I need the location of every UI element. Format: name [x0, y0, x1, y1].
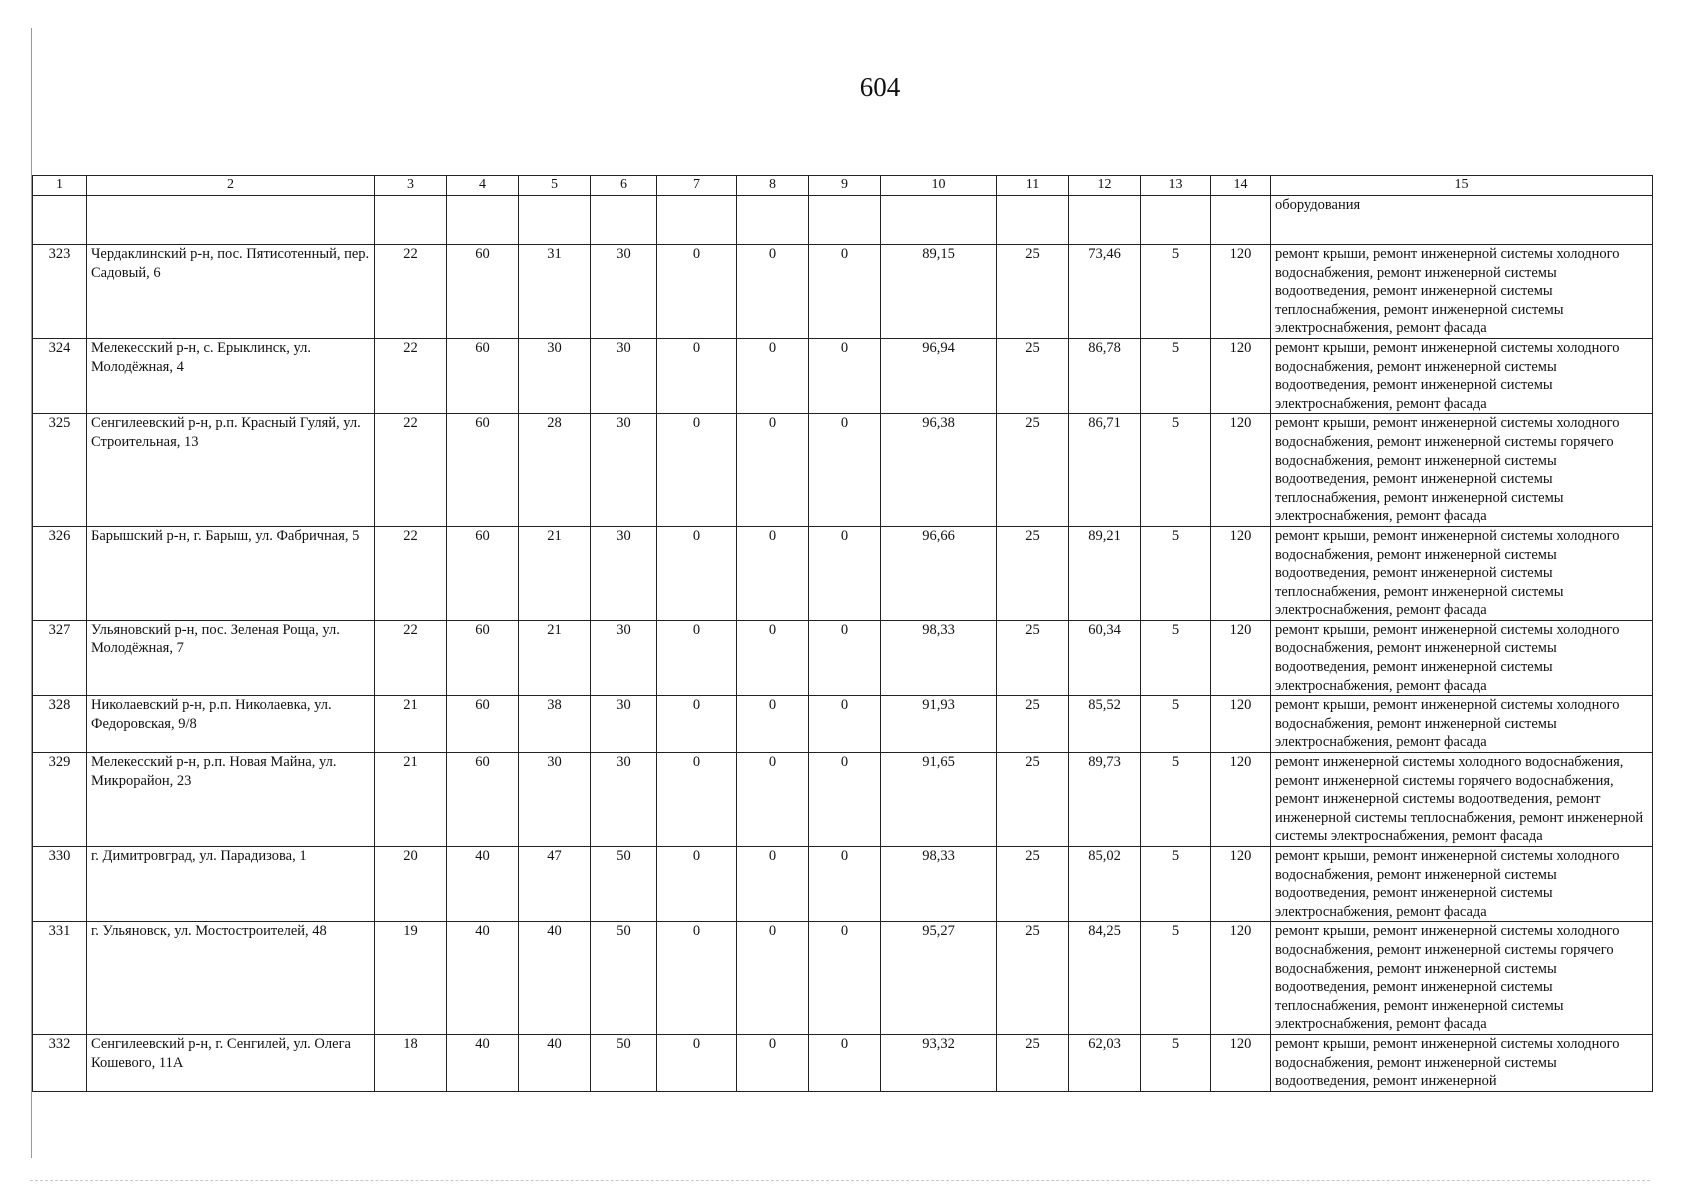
- address-cell: Сенгилеевский р-н, р.п. Красный Гуляй, ул. Строительная, 13: [87, 414, 375, 527]
- address-cell: г. Димитровград, ул. Парадизова, 1: [87, 847, 375, 922]
- row-number-cell: 326: [33, 526, 87, 620]
- col-7-cell: 0: [657, 526, 737, 620]
- col-3-cell: 19: [375, 922, 447, 1035]
- col-3-cell: 18: [375, 1034, 447, 1091]
- col-9-cell: 0: [809, 922, 881, 1035]
- row-number-cell: 331: [33, 922, 87, 1035]
- column-number: 4: [447, 176, 519, 196]
- col-14-cell: 120: [1211, 620, 1271, 695]
- col-9-cell: 0: [809, 620, 881, 695]
- col-8-cell: 0: [737, 620, 809, 695]
- col-6-cell: 30: [591, 620, 657, 695]
- col-11-cell: 25: [997, 620, 1069, 695]
- col-12-cell: 73,46: [1069, 245, 1141, 339]
- column-number: 2: [87, 176, 375, 196]
- col-4-cell: 60: [447, 753, 519, 847]
- col-3-cell: 22: [375, 338, 447, 413]
- col-4-cell: 60: [447, 414, 519, 527]
- row-number-cell: 324: [33, 338, 87, 413]
- col-7-cell: 0: [657, 620, 737, 695]
- works-list-cell: ремонт инженерной системы холодного водоснабжения, ремонт инженерной системы горячего водоснабжения, ремонт инженерной системы водоотведения, ремонт инженерной системы теплоснабжения, ремонт инженерной системы электроснабжения, ремонт фасада: [1271, 753, 1653, 847]
- col-6-cell: 30: [591, 753, 657, 847]
- col-6-cell: 50: [591, 1034, 657, 1091]
- registry-table: [32, 175, 1653, 1092]
- table-cell: [1069, 196, 1141, 245]
- col-6-cell: 30: [591, 526, 657, 620]
- col-10-cell: 91,65: [881, 753, 997, 847]
- col-4-cell: 60: [447, 696, 519, 753]
- table-cell: [447, 196, 519, 245]
- col-14-cell: 120: [1211, 753, 1271, 847]
- col-7-cell: 0: [657, 696, 737, 753]
- works-list-cell: ремонт крыши, ремонт инженерной системы холодного водоснабжения, ремонт инженерной системы водоотведения, ремонт инженерной системы электроснабжения, ремонт фасада: [1271, 847, 1653, 922]
- col-12-cell: 84,25: [1069, 922, 1141, 1035]
- row-number-cell: 323: [33, 245, 87, 339]
- table-row: [33, 338, 1653, 413]
- col-14-cell: 120: [1211, 696, 1271, 753]
- col-9-cell: 0: [809, 414, 881, 527]
- row-number-cell: 328: [33, 696, 87, 753]
- col-14-cell: 120: [1211, 245, 1271, 339]
- table-row: [33, 245, 1653, 339]
- col-8-cell: 0: [737, 847, 809, 922]
- table-cell: [33, 196, 87, 245]
- col-14-cell: 120: [1211, 526, 1271, 620]
- table-cell: [657, 196, 737, 245]
- col-5-cell: 21: [519, 526, 591, 620]
- col-3-cell: 22: [375, 245, 447, 339]
- col-10-cell: 96,94: [881, 338, 997, 413]
- col-5-cell: 28: [519, 414, 591, 527]
- continued-row: [33, 196, 1653, 245]
- col-11-cell: 25: [997, 847, 1069, 922]
- col-12-cell: 86,71: [1069, 414, 1141, 527]
- row-number-cell: 329: [33, 753, 87, 847]
- col-13-cell: 5: [1141, 620, 1211, 695]
- col-13-cell: 5: [1141, 753, 1211, 847]
- col-5-cell: 30: [519, 753, 591, 847]
- table-cell: [881, 196, 997, 245]
- col-14-cell: 120: [1211, 1034, 1271, 1091]
- col-12-cell: 85,52: [1069, 696, 1141, 753]
- col-4-cell: 40: [447, 922, 519, 1035]
- address-cell: Николаевский р-н, р.п. Николаевка, ул. Федоровская, 9/8: [87, 696, 375, 753]
- scan-edge-line: [30, 1180, 1650, 1182]
- table-row: [33, 922, 1653, 1035]
- col-10-cell: 96,66: [881, 526, 997, 620]
- col-12-cell: 86,78: [1069, 338, 1141, 413]
- col-13-cell: 5: [1141, 414, 1211, 527]
- col-5-cell: 40: [519, 1034, 591, 1091]
- col-13-cell: 5: [1141, 847, 1211, 922]
- column-number: 12: [1069, 176, 1141, 196]
- col-4-cell: 40: [447, 1034, 519, 1091]
- col-11-cell: 25: [997, 526, 1069, 620]
- address-cell: Мелекесский р-н, с. Ерыклинск, ул. Молодёжная, 4: [87, 338, 375, 413]
- col-5-cell: 21: [519, 620, 591, 695]
- col-6-cell: 50: [591, 922, 657, 1035]
- col-9-cell: 0: [809, 526, 881, 620]
- col-13-cell: 5: [1141, 245, 1211, 339]
- col-11-cell: 25: [997, 696, 1069, 753]
- col-8-cell: 0: [737, 1034, 809, 1091]
- col-7-cell: 0: [657, 847, 737, 922]
- table-row: [33, 620, 1653, 695]
- col-5-cell: 38: [519, 696, 591, 753]
- col-11-cell: 25: [997, 1034, 1069, 1091]
- col-6-cell: 30: [591, 414, 657, 527]
- table-cell: [1141, 196, 1211, 245]
- col-7-cell: 0: [657, 753, 737, 847]
- col-13-cell: 5: [1141, 1034, 1211, 1091]
- col-8-cell: 0: [737, 526, 809, 620]
- col-5-cell: 30: [519, 338, 591, 413]
- table-row: [33, 414, 1653, 527]
- column-number: 8: [737, 176, 809, 196]
- col-7-cell: 0: [657, 922, 737, 1035]
- works-cell: оборудования: [1271, 196, 1653, 245]
- col-11-cell: 25: [997, 245, 1069, 339]
- col-9-cell: 0: [809, 338, 881, 413]
- col-4-cell: 60: [447, 526, 519, 620]
- works-list-cell: ремонт крыши, ремонт инженерной системы холодного водоснабжения, ремонт инженерной системы водоотведения, ремонт инженерной: [1271, 1034, 1653, 1091]
- col-8-cell: 0: [737, 245, 809, 339]
- col-4-cell: 40: [447, 847, 519, 922]
- address-cell: Барышский р-н, г. Барыш, ул. Фабричная, 5: [87, 526, 375, 620]
- col-8-cell: 0: [737, 338, 809, 413]
- col-4-cell: 60: [447, 245, 519, 339]
- works-list-cell: ремонт крыши, ремонт инженерной системы холодного водоснабжения, ремонт инженерной системы водоотведения, ремонт инженерной системы электроснабжения, ремонт фасада: [1271, 620, 1653, 695]
- col-13-cell: 5: [1141, 526, 1211, 620]
- column-number: 15: [1271, 176, 1653, 196]
- col-3-cell: 22: [375, 620, 447, 695]
- column-number: 7: [657, 176, 737, 196]
- col-6-cell: 50: [591, 847, 657, 922]
- col-7-cell: 0: [657, 245, 737, 339]
- col-8-cell: 0: [737, 922, 809, 1035]
- col-3-cell: 22: [375, 414, 447, 527]
- table-row: [33, 847, 1653, 922]
- column-number: 14: [1211, 176, 1271, 196]
- col-13-cell: 5: [1141, 696, 1211, 753]
- works-list-cell: ремонт крыши, ремонт инженерной системы холодного водоснабжения, ремонт инженерной системы водоотведения, ремонт инженерной системы электроснабжения, ремонт фасада: [1271, 338, 1653, 413]
- table-cell: [737, 196, 809, 245]
- col-9-cell: 0: [809, 1034, 881, 1091]
- col-3-cell: 22: [375, 526, 447, 620]
- col-5-cell: 31: [519, 245, 591, 339]
- col-13-cell: 5: [1141, 338, 1211, 413]
- col-6-cell: 30: [591, 245, 657, 339]
- table-cell: [1211, 196, 1271, 245]
- col-3-cell: 21: [375, 753, 447, 847]
- works-list-cell: ремонт крыши, ремонт инженерной системы холодного водоснабжения, ремонт инженерной системы горячего водоснабжения, ремонт инженерной системы водоотведения, ремонт инженерной системы теплоснабжения, ремонт инженерной системы электроснабжения, ремонт фасада: [1271, 922, 1653, 1035]
- column-number: 1: [33, 176, 87, 196]
- col-14-cell: 120: [1211, 414, 1271, 527]
- col-9-cell: 0: [809, 753, 881, 847]
- col-8-cell: 0: [737, 414, 809, 527]
- col-12-cell: 60,34: [1069, 620, 1141, 695]
- col-6-cell: 30: [591, 696, 657, 753]
- table-cell: [87, 196, 375, 245]
- address-cell: г. Ульяновск, ул. Мостостроителей, 48: [87, 922, 375, 1035]
- col-3-cell: 20: [375, 847, 447, 922]
- col-11-cell: 25: [997, 414, 1069, 527]
- column-number: 9: [809, 176, 881, 196]
- col-10-cell: 96,38: [881, 414, 997, 527]
- col-9-cell: 0: [809, 847, 881, 922]
- column-number: 5: [519, 176, 591, 196]
- address-cell: Чердаклинский р-н, пос. Пятисотенный, пер. Садовый, 6: [87, 245, 375, 339]
- row-number-cell: 327: [33, 620, 87, 695]
- address-cell: Сенгилеевский р-н, г. Сенгилей, ул. Олега Кошевого, 11А: [87, 1034, 375, 1091]
- address-cell: Мелекесский р-н, р.п. Новая Майна, ул. Микрорайон, 23: [87, 753, 375, 847]
- column-number: 13: [1141, 176, 1211, 196]
- col-7-cell: 0: [657, 1034, 737, 1091]
- table-cell: [519, 196, 591, 245]
- works-list-cell: ремонт крыши, ремонт инженерной системы холодного водоснабжения, ремонт инженерной системы водоотведения, ремонт инженерной системы теплоснабжения, ремонт инженерной системы электроснабжения, ремонт фасада: [1271, 526, 1653, 620]
- col-7-cell: 0: [657, 338, 737, 413]
- works-list-cell: ремонт крыши, ремонт инженерной системы холодного водоснабжения, ремонт инженерной системы электроснабжения, ремонт фасада: [1271, 696, 1653, 753]
- col-14-cell: 120: [1211, 847, 1271, 922]
- col-13-cell: 5: [1141, 922, 1211, 1035]
- col-11-cell: 25: [997, 922, 1069, 1035]
- col-3-cell: 21: [375, 696, 447, 753]
- col-9-cell: 0: [809, 696, 881, 753]
- row-number-cell: 332: [33, 1034, 87, 1091]
- col-11-cell: 25: [997, 753, 1069, 847]
- col-6-cell: 30: [591, 338, 657, 413]
- col-7-cell: 0: [657, 414, 737, 527]
- table-row: [33, 696, 1653, 753]
- page-number: 604: [859, 72, 901, 102]
- col-11-cell: 25: [997, 338, 1069, 413]
- registry-body: [33, 176, 1653, 1092]
- col-12-cell: 62,03: [1069, 1034, 1141, 1091]
- column-number: 10: [881, 176, 997, 196]
- table-cell: [375, 196, 447, 245]
- table-row: [33, 753, 1653, 847]
- col-9-cell: 0: [809, 245, 881, 339]
- works-list-cell: ремонт крыши, ремонт инженерной системы холодного водоснабжения, ремонт инженерной системы водоотведения, ремонт инженерной системы теплоснабжения, ремонт инженерной системы электроснабжения, ремонт фасада: [1271, 245, 1653, 339]
- col-12-cell: 89,73: [1069, 753, 1141, 847]
- address-cell: Ульяновский р-н, пос. Зеленая Роща, ул. Молодёжная, 7: [87, 620, 375, 695]
- col-5-cell: 47: [519, 847, 591, 922]
- col-10-cell: 98,33: [881, 847, 997, 922]
- col-8-cell: 0: [737, 753, 809, 847]
- col-12-cell: 89,21: [1069, 526, 1141, 620]
- col-10-cell: 95,27: [881, 922, 997, 1035]
- column-number: 6: [591, 176, 657, 196]
- column-number: 11: [997, 176, 1069, 196]
- col-10-cell: 93,32: [881, 1034, 997, 1091]
- column-number-row: [33, 176, 1653, 196]
- col-4-cell: 60: [447, 338, 519, 413]
- row-number-cell: 330: [33, 847, 87, 922]
- col-14-cell: 120: [1211, 922, 1271, 1035]
- table-cell: [809, 196, 881, 245]
- col-12-cell: 85,02: [1069, 847, 1141, 922]
- table-cell: [591, 196, 657, 245]
- col-14-cell: 120: [1211, 338, 1271, 413]
- works-list-cell: ремонт крыши, ремонт инженерной системы холодного водоснабжения, ремонт инженерной системы горячего водоснабжения, ремонт инженерной системы водоотведения, ремонт инженерной системы теплоснабжения, ремонт инженерной системы электроснабжения, ремонт фасада: [1271, 414, 1653, 527]
- row-number-cell: 325: [33, 414, 87, 527]
- column-number: 3: [375, 176, 447, 196]
- col-10-cell: 89,15: [881, 245, 997, 339]
- col-10-cell: 91,93: [881, 696, 997, 753]
- table-row: [33, 526, 1653, 620]
- col-4-cell: 60: [447, 620, 519, 695]
- table-cell: [997, 196, 1069, 245]
- col-8-cell: 0: [737, 696, 809, 753]
- table-row: [33, 1034, 1653, 1091]
- col-5-cell: 40: [519, 922, 591, 1035]
- col-10-cell: 98,33: [881, 620, 997, 695]
